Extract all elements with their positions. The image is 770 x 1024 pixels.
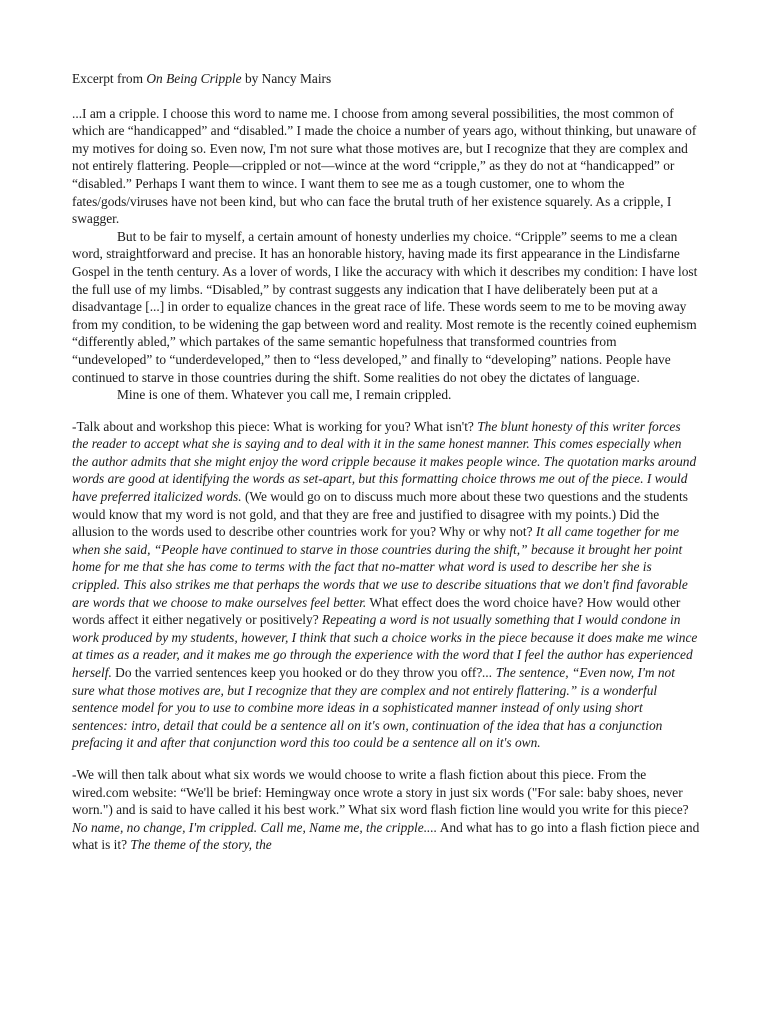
title-author: by Nancy Mairs [241,71,332,86]
excerpt-paragraph-3: Mine is one of them. Whatever you call me, I remain crippled. [117,387,452,403]
flash-fiction-paragraph [72,766,700,854]
document-title [72,70,700,88]
flash-question-1: -We will then talk about what six words we would choose to write a flash fiction about this piece. From the wired.com website: “We'll be brief: Hemingway once wrote a story in just six words ("For sale: baby shoes, never worn.") and is said to have called it his best work.” What six word flash fiction line would you write for this piece? [72,766,689,818]
document-page [72,70,700,854]
workshop-question-4: Do the varried sentences keep you hooked or do they throw you off? [111,665,483,680]
workshop-answer-4: ... The sentence, “Even now, I'm not sure what those motives are, but I recognize that they are complex and not entirely flattering.” is a wonderful sentence model for you to use to combine more ideas in a sophisticated manner instead of only using short sentences: intro, detail that could be a sentence all on it's own, continuation of the idea that has a conjunction prefacing it and after that conjunction word this too could be a sentence all on it's own. [72,665,675,751]
flash-answer-2: The theme of the story, the [130,837,272,853]
workshop-paragraph [72,418,700,752]
workshop-question-3: What effect does the word choice have? How would other words affect it either negatively or positively? [72,594,681,628]
title-work: On Being Cripple [146,71,242,86]
flash-answer-1: No name, no change, I'm crippled. Call me, Name me, the cripple.... [72,819,438,835]
flash-question-2: And what has to go into a flash fiction piece and what is it? [72,819,700,853]
workshop-question-2: (We would go on to discuss much more about these two questions and the students would know that my word is not gold, and that they are free and justified to disagree with my points.) Did the allusion to the words used to describe other countries work for you? Why or why not? [72,489,688,540]
workshop-question-1: -Talk about and workshop this piece: What is working for you? What isn't? [72,418,478,434]
workshop-answer-2: It all came together for me when she said, “People have continued to starve in those countries during the shift,” because it brought her point home for me that she has come to terms with the fact that no-matter what word is used to describe her she is crippled. This also strikes me that perhaps the words that we use to describe situations that we don't find favorable are words that we choose to make ourselves feel better. [72,524,688,610]
excerpt-paragraph-1: ...I am a cripple. I choose this word to name me. I choose from among several possibilities, the most common of which are “handicapped” and “disabled.” I made the choice a number of years ago, without thinking, but unaware of my motives for doing so. Even now, I'm not sure what those motives are, but I recognize that they are complex and not entirely flattering. People—crippled or not—wince at the word “cripple,” as they do not at “handicapped” or “disabled.” Perhaps I want them to wince. I want them to see me as a tough customer, one to whom the fates/gods/viruses have not been kind, but who can face the brutal truth of her existence squarely. As a cripple, I swagger. [72,105,697,227]
title-prefix: Excerpt from [72,71,147,86]
excerpt-paragraph-2: But to be fair to myself, a certain amount of honesty underlies my choice. “Cripple” seems to me a clean word, straightforward and precise. It has an honorable history, having made its first appearance in the Lindisfarne Gospel in the tenth century. As a lover of words, I like the accuracy with which it describes my condition: I have lost the full use of my limbs. “Disabled,” by contrast suggests any indication that I have deliberately been put at a disadvantage [...] in order to equalize chances in the great race of life. These words seem to me to be moving away from my condition, to be widening the gap between word and reality. Most remote is the recently coined euphemism “differently abled,” which partakes of the same semantic hopefulness that transformed countries from “undeveloped” to “underdeveloped,” then to “less developed,” and finally to “developing” nations. People have continued to starve in those countries during the shift. Some realities do not obey the dictates of language. [72,228,698,385]
workshop-answer-3: Repeating a word is not usually something that I would condone in work produced by my students, however, I think that such a choice works in the piece because it does make me wince at times as a reader, and it makes me go through the experience with the word that I feel the author has experienced herself. [72,612,698,680]
workshop-answer-1: The blunt honesty of this writer forces the reader to accept what she is saying and to deal with it in the same honest manner. This comes especially when the author admits that she might enjoy the word cripple because it makes people wince. The quotation marks around words are good at identifying the words as set-apart, but this formatting choice throws me out of the piece. I would have preferred italicized words. [72,418,697,505]
